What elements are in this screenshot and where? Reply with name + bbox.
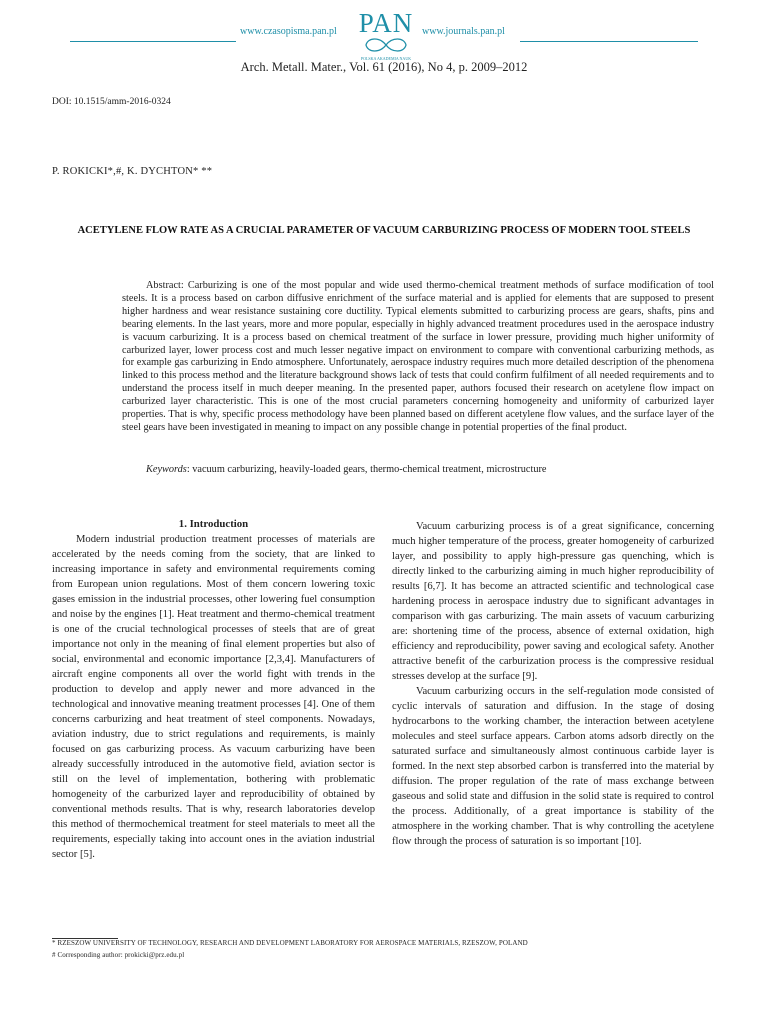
paragraph: Modern industrial production treatment processes of materials are accelerated by the needs coming from the society, that are linked to increasing importance in safety and environmental requirements coming from European union regulations. Most of them concern lowering toxic gases emission in the industrial processes, other lowering fuel consumption and noise by the engines [1]. Heat treatment and thermo-chemical treatment is one of the crucial technological processes of steels that are of great importance not only in the meaning of final element properties but also of social, environmental and economic importance [2,3,4]. Manufacturers of aircraft engine components all over the world fight with trends in the production to develop and apply newer and more advanced in the technological and innovative meaning treatment processes [4]. One of them concerns carburizing and heat treatment of steel components. Nowadays, aviation industry, due to strict regulations and requirements, is mainly focused on gas carburizing process. As vacuum carburizing have been already successfully introduced in the automotive field, aviation sector is still on the level of implementation, bothering with problematic homogeneity of the carburized layer and reproducibility of obtained by conventional methods results. That is why, research laboratories develop this method of thermochemical treatment for steel materials to meet all the requirements, especially taking into account ones in the aviation industrial sector [5]. [52, 534, 375, 860]
journal-reference: Arch. Metall. Mater., Vol. 61 (2016), No 4, p. 2009–2012 [240, 60, 528, 74]
abstract: Abstract: Carburizing is one of the most popular and wide used thermo-chemical treatment methods of surface modification of tool steels. It is a process based on carbon diffusive enrichment of the surface material and is applied for elements that are supposed to present higher hardness and wear resistance sustaining core ductility. Typical elements submitted to carburizing process are gears, shafts, pins and bearing elements. In the last years, more and more popular, especially in highly advanced treatment procedures used in the aerospace industry is vacuum carburizing. It is a process based on chemical treatment of the surface in lower pressure, providing much higher uniformity of carburized layer, lower process cost and much lesser negative impact on environment to compare with conventional carburizing methods, as for example gas carburizing in Endo atmosphere. Unfortunately, aerospace industry requires much more detailed description of the phenomena linked to this process method and the literature background shows lack of tests that could confirm fulfilment of all needed requirements and to understand the process itself in much deeper meaning. In the presented paper, authors focused their research on acetylene flow impact on carburized layer characteristic. This is one of the most crucial parameters concerning homogeneity and uniformity of carburized layer properties. That is why, specific process methodology have been planned based on different acetylene flow values, and the surface layer of the steel gears have been investigated in meaning to impact on any possible change in potential properties of the final product. [122, 280, 714, 433]
keywords-label: Keywords [146, 464, 187, 475]
logo-subtext: POLSKA AKADEMIA NAUK [360, 56, 412, 61]
infinity-icon [358, 36, 414, 54]
pan-logo [352, 10, 420, 64]
paragraph: Vacuum carburizing occurs in the self-regulation mode consisted of cyclic intervals of saturation and diffusion. In the stage of dosing hydrocarbons to the working chamber, the interaction between acetylene molecules and steel surface appears. Carbon atoms adsorb directly on the saturated surface and simultaneously almost continuous carbide layer is formed. In the next step absorbed carbon is transferred into the material by diffusion. The proper regulation of the rate of mass exchange between gaseous and solid state and diffusion in the solid state is required to control the process. Additionally, of a great importance is stability of the atmosphere in the working chamber. That is why controlling the acetylene flow through the process of saturation is so important [10]. [392, 686, 714, 847]
header-url-left[interactable]: www.czasopisma.pan.pl [240, 26, 337, 37]
logo-text: PAN [358, 8, 414, 38]
header-rule-right [520, 41, 698, 42]
paragraph: Vacuum carburizing process is of a great significance, concerning much higher temperature of the process, greater homogeneity of carburized layer, and possibility to apply high-pressure gas quenching, which is directly linked to the carburizing aiming in much higher reproducibility of results [6,7]. It has become an attracted scientific and technological case hardening process in aerospace industry due to significant advantages in comparison with gas carburizing. The main assets of vacuum carburizing are: shortening time of the process, absence of external oxidation, high efficiency and reproducibility, power saving and ecological safety. Another attractive benefit of the carburization process is the compressive residual stresses develop at the surface [9]. [392, 521, 714, 682]
authors: P. ROKICKI*,#, K. DYCHTON* ** [52, 166, 213, 177]
doi: DOI: 10.1515/amm-2016-0324 [52, 97, 171, 107]
paper-title: ACETYLENE FLOW RATE AS A CRUCIAL PARAMETER OF VACUUM CARBURIZING PROCESS OF MODERN TOOL STEELS [77, 225, 691, 236]
keywords-text: : vacuum carburizing, heavily-loaded gears, thermo-chemical treatment, microstructure [186, 464, 547, 475]
left-column [52, 517, 375, 862]
keywords [146, 463, 714, 476]
footnote-affiliation: * RZESZOW UNIVERSITY OF TECHNOLOGY, RESEARCH AND DEVELOPMENT LABORATORY FOR AEROSPACE MATERIALS, RZESZOW, POLAND [52, 939, 528, 947]
section-title-introduction: 1. Introduction [178, 518, 249, 530]
header-rule-left [70, 41, 236, 42]
right-column [392, 519, 714, 849]
header-url-right[interactable]: www.journals.pan.pl [422, 26, 505, 37]
footnote-corresponding-author: # Corresponding author: prokicki@prz.edu.pl [52, 951, 185, 959]
